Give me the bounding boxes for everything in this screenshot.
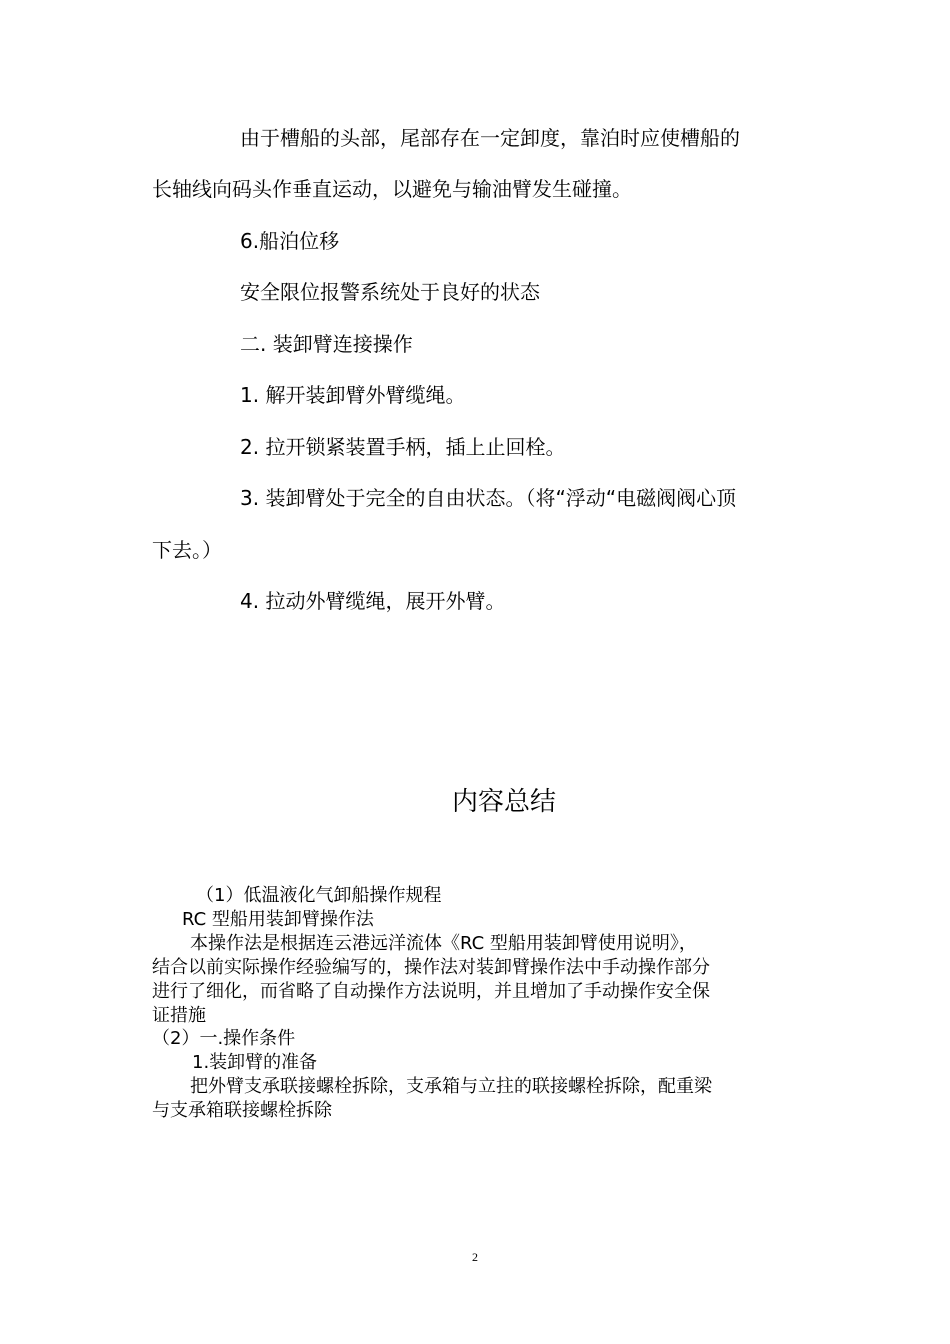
- body-paragraph-line: 6.船泊位移: [240, 229, 340, 253]
- body-paragraph-line: 下去。）: [152, 538, 222, 562]
- body-paragraph-line: 安全限位报警系统处于良好的状态: [240, 280, 540, 304]
- summary-title: 内容总结: [451, 787, 556, 817]
- body-paragraph-line: 长轴线向码头作垂直运动，以避免与输油臂发生碰撞。: [152, 177, 632, 201]
- summary-line: 结合以前实际操作经验编写的，操作法对装卸臂操作法中手动操作部分: [152, 957, 710, 978]
- summary-line: 本操作法是根据连云港远洋流体《RC 型船用装卸臂使用说明》，: [190, 933, 697, 954]
- body-paragraph-line: 1. 解开装卸臂外臂缆绳。: [240, 383, 466, 407]
- summary-line: 与支承箱联接螺栓拆除: [152, 1100, 332, 1121]
- summary-line: 1.装卸臂的准备: [192, 1052, 318, 1073]
- body-paragraph-line: 3. 装卸臂处于完全的自由状态。（将“浮动“电磁阀阀心顶: [240, 486, 737, 510]
- section-heading: 二. 装卸臂连接操作: [240, 332, 413, 356]
- body-paragraph-line: 4. 拉动外臂缆绳，展开外臂。: [240, 589, 506, 613]
- summary-line: 证措施: [152, 1005, 206, 1026]
- summary-line: （1）低温液化气卸船操作规程: [196, 885, 442, 906]
- summary-line: （2）一.操作条件: [152, 1028, 296, 1049]
- body-paragraph-line: 2. 拉开锁紧装置手柄，插上止回栓。: [240, 435, 566, 459]
- summary-line: RC 型船用装卸臂操作法: [182, 909, 374, 930]
- page-number: 2: [472, 1250, 478, 1264]
- body-paragraph-line: 由于槽船的头部，尾部存在一定卸度，靠泊时应使槽船的: [240, 126, 740, 150]
- summary-line: 进行了细化，而省略了自动操作方法说明，并且增加了手动操作安全保: [152, 981, 710, 1002]
- summary-line: 把外臂支承联接螺栓拆除，支承箱与立拄的联接螺栓拆除，配重梁: [190, 1076, 712, 1097]
